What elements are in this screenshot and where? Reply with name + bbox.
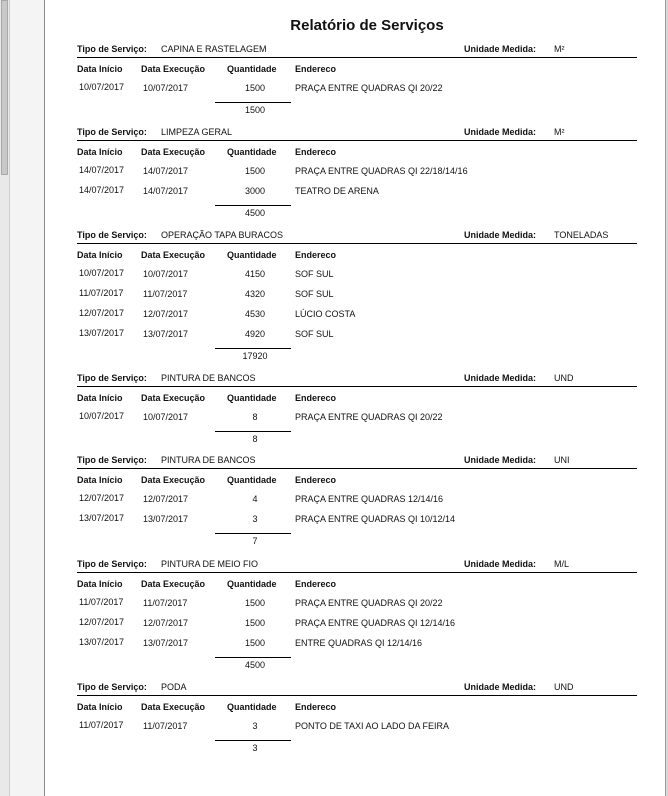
unidade-medida-label: Unidade Medida: [464,682,537,692]
total-rule [215,533,291,534]
tipo-servico-label: Tipo de Serviço: [77,230,147,240]
group-total [77,205,637,219]
group-rows [77,165,637,205]
group-total [77,533,637,547]
table-row [77,493,637,513]
tipo-servico-value: CAPINA E RASTELAGEM [161,44,267,54]
col-quantidade: Quantidade [227,250,277,260]
data-execucao-cell: 14/07/2017 [143,186,189,196]
group-rows [77,720,637,740]
group-rows [77,268,637,348]
quantidade-cell: 4320 [244,289,266,299]
data-execucao-cell: 11/07/2017 [143,721,188,731]
data-execucao-cell: 10/07/2017 [143,269,189,279]
tipo-servico-label: Tipo de Serviço: [77,373,147,383]
endereco-cell: PRAÇA ENTRE QUADRAS QI 22/18/14/16 [295,166,468,176]
endereco-cell: PRAÇA ENTRE QUADRAS QI 20/22 [295,412,443,422]
col-endereco: Endereco [295,147,337,157]
quantidade-cell: 8 [252,412,258,422]
col-data-inicio: Data Início [77,147,123,157]
unidade-medida-label: Unidade Medida: [464,373,537,383]
column-headers [77,147,637,161]
unidade-medida-value: UNI [554,455,570,465]
col-data-execucao: Data Execução [141,393,206,403]
data-execucao-cell: 10/07/2017 [143,83,189,93]
quantidade-cell: 1500 [244,83,266,93]
scrollbar-thumb[interactable] [1,0,8,175]
column-headers [77,579,637,593]
group-header [77,126,637,141]
group-header [77,372,637,387]
group-rows [77,82,637,102]
col-data-execucao: Data Execução [141,475,206,485]
unidade-medida-value: M² [554,127,565,137]
quantidade-cell: 1500 [244,598,266,608]
quantidade-cell: 4920 [244,329,266,339]
group-total [77,740,637,754]
col-data-execucao: Data Execução [141,250,206,260]
endereco-cell: PRAÇA ENTRE QUADRAS QI 20/22 [295,598,443,608]
unidade-medida-value: UND [554,682,574,692]
col-quantidade: Quantidade [227,579,277,589]
data-inicio-cell: 12/07/2017 [79,617,125,627]
unidade-medida-label: Unidade Medida: [464,230,537,240]
data-execucao-cell: 12/07/2017 [143,309,189,319]
unidade-medida-label: Unidade Medida: [464,127,537,137]
table-row [77,617,637,637]
total-value: 8 [252,434,258,444]
endereco-cell: LÚCIO COSTA [295,309,356,319]
quantidade-cell: 4530 [244,309,266,319]
unidade-medida-label: Unidade Medida: [464,44,537,54]
data-inicio-cell: 10/07/2017 [79,268,125,278]
data-execucao-cell: 13/07/2017 [143,514,189,524]
data-execucao-cell: 14/07/2017 [143,166,189,176]
data-execucao-cell: 12/07/2017 [143,494,189,504]
group-rows [77,493,637,533]
tipo-servico-label: Tipo de Serviço: [77,455,147,465]
col-data-inicio: Data Início [77,702,123,712]
unidade-medida-value: TONELADAS [554,230,609,240]
service-group [77,558,637,671]
column-headers [77,64,637,78]
data-execucao-cell: 12/07/2017 [143,618,189,628]
group-total [77,102,637,116]
col-quantidade: Quantidade [227,64,277,74]
group-header [77,558,637,573]
quantidade-cell: 1500 [244,618,266,628]
col-quantidade: Quantidade [227,147,277,157]
quantidade-cell: 4 [252,494,258,504]
tipo-servico-label: Tipo de Serviço: [77,127,147,137]
data-inicio-cell: 13/07/2017 [79,513,125,523]
total-value: 7 [252,536,258,546]
total-rule [215,431,291,432]
total-value: 3 [252,743,258,753]
col-data-execucao: Data Execução [141,579,206,589]
quantidade-cell: 3 [252,721,258,731]
total-value: 4500 [244,660,266,670]
table-row [77,165,637,185]
col-data-execucao: Data Execução [141,702,206,712]
service-group [77,43,637,116]
data-inicio-cell: 11/07/2017 [79,597,124,607]
data-execucao-cell: 13/07/2017 [143,329,189,339]
group-rows [77,411,637,431]
col-data-execucao: Data Execução [141,147,206,157]
report-title: Relatório de Serviços [290,17,444,34]
table-row [77,411,637,431]
endereco-cell: TEATRO DE ARENA [295,186,379,196]
group-rows [77,597,637,657]
service-group [77,454,637,547]
service-group [77,126,637,219]
table-row [77,185,637,205]
quantidade-cell: 4150 [244,269,266,279]
total-rule [215,657,291,658]
tipo-servico-value: PINTURA DE BANCOS [161,455,256,465]
tipo-servico-value: PINTURA DE BANCOS [161,373,256,383]
table-row [77,308,637,328]
data-execucao-cell: 11/07/2017 [143,289,188,299]
service-group [77,229,637,362]
col-endereco: Endereco [295,702,337,712]
col-quantidade: Quantidade [227,393,277,403]
data-inicio-cell: 12/07/2017 [79,308,125,318]
data-inicio-cell: 10/07/2017 [79,411,125,421]
group-total [77,657,637,671]
endereco-cell: SOF SUL [295,289,334,299]
tipo-servico-label: Tipo de Serviço: [77,559,147,569]
table-row [77,597,637,617]
report-page [45,0,665,796]
unidade-medida-label: Unidade Medida: [464,559,537,569]
data-inicio-cell: 11/07/2017 [79,288,124,298]
endereco-cell: PRAÇA ENTRE QUADRAS QI 20/22 [295,83,443,93]
endereco-cell: PRAÇA ENTRE QUADRAS QI 12/14/16 [295,618,456,628]
table-row [77,288,637,308]
total-rule [215,205,291,206]
col-data-inicio: Data Início [77,579,123,589]
group-header [77,229,637,244]
quantidade-cell: 1500 [244,166,266,176]
service-group [77,372,637,445]
quantidade-cell: 3 [252,514,258,524]
tipo-servico-label: Tipo de Serviço: [77,682,147,692]
group-total [77,431,637,445]
quantidade-cell: 1500 [244,638,266,648]
vertical-scrollbar[interactable] [0,0,10,796]
group-header [77,681,637,696]
table-row [77,268,637,288]
endereco-cell: PRAÇA ENTRE QUADRAS 12/14/16 [295,494,444,504]
total-value: 4500 [244,208,266,218]
col-quantidade: Quantidade [227,702,277,712]
col-endereco: Endereco [295,250,337,260]
total-value: 17920 [242,351,268,361]
column-headers [77,475,637,489]
quantidade-cell: 3000 [244,186,266,196]
data-execucao-cell: 11/07/2017 [143,598,188,608]
unidade-medida-value: UND [554,373,574,383]
tipo-servico-value: PINTURA DE MEIO FIO [161,559,259,569]
service-group [77,681,637,754]
col-endereco: Endereco [295,64,337,74]
data-inicio-cell: 13/07/2017 [79,328,125,338]
endereco-cell: SOF SUL [295,269,334,279]
data-inicio-cell: 12/07/2017 [79,493,125,503]
data-inicio-cell: 14/07/2017 [79,165,125,175]
data-inicio-cell: 11/07/2017 [79,720,124,730]
endereco-cell: PRAÇA ENTRE QUADRAS QI 10/12/14 [295,514,456,524]
data-inicio-cell: 10/07/2017 [79,82,125,92]
col-data-inicio: Data Início [77,475,123,485]
data-execucao-cell: 10/07/2017 [143,412,189,422]
col-data-inicio: Data Início [77,64,123,74]
data-execucao-cell: 13/07/2017 [143,638,189,648]
unidade-medida-value: M² [554,44,565,54]
total-rule [215,102,291,103]
endereco-cell: ENTRE QUADRAS QI 12/14/16 [295,638,423,648]
total-rule [215,348,291,349]
col-data-execucao: Data Execução [141,64,206,74]
col-data-inicio: Data Início [77,250,123,260]
column-headers [77,702,637,716]
total-rule [215,740,291,741]
col-quantidade: Quantidade [227,475,277,485]
table-row [77,720,637,740]
tipo-servico-value: LIMPEZA GERAL [161,127,233,137]
col-data-inicio: Data Início [77,393,123,403]
col-endereco: Endereco [295,393,337,403]
data-inicio-cell: 13/07/2017 [79,637,125,647]
group-total [77,348,637,362]
column-headers [77,393,637,407]
column-headers [77,250,637,264]
group-header [77,454,637,469]
data-inicio-cell: 14/07/2017 [79,185,125,195]
endereco-cell: PONTO DE TAXI AO LADO DA FEIRA [295,721,450,731]
table-row [77,513,637,533]
total-value: 1500 [244,105,266,115]
col-endereco: Endereco [295,579,337,589]
tipo-servico-label: Tipo de Serviço: [77,44,147,54]
unidade-medida-label: Unidade Medida: [464,455,537,465]
endereco-cell: SOF SUL [295,329,334,339]
viewer-left-gutter [0,0,45,796]
tipo-servico-value: PODA [161,682,187,692]
unidade-medida-value: M/L [554,559,570,569]
tipo-servico-value: OPERAÇÃO TAPA BURACOS [161,230,284,240]
table-row [77,82,637,102]
table-row [77,328,637,348]
col-endereco: Endereco [295,475,337,485]
group-header [77,43,637,58]
table-row [77,637,637,657]
